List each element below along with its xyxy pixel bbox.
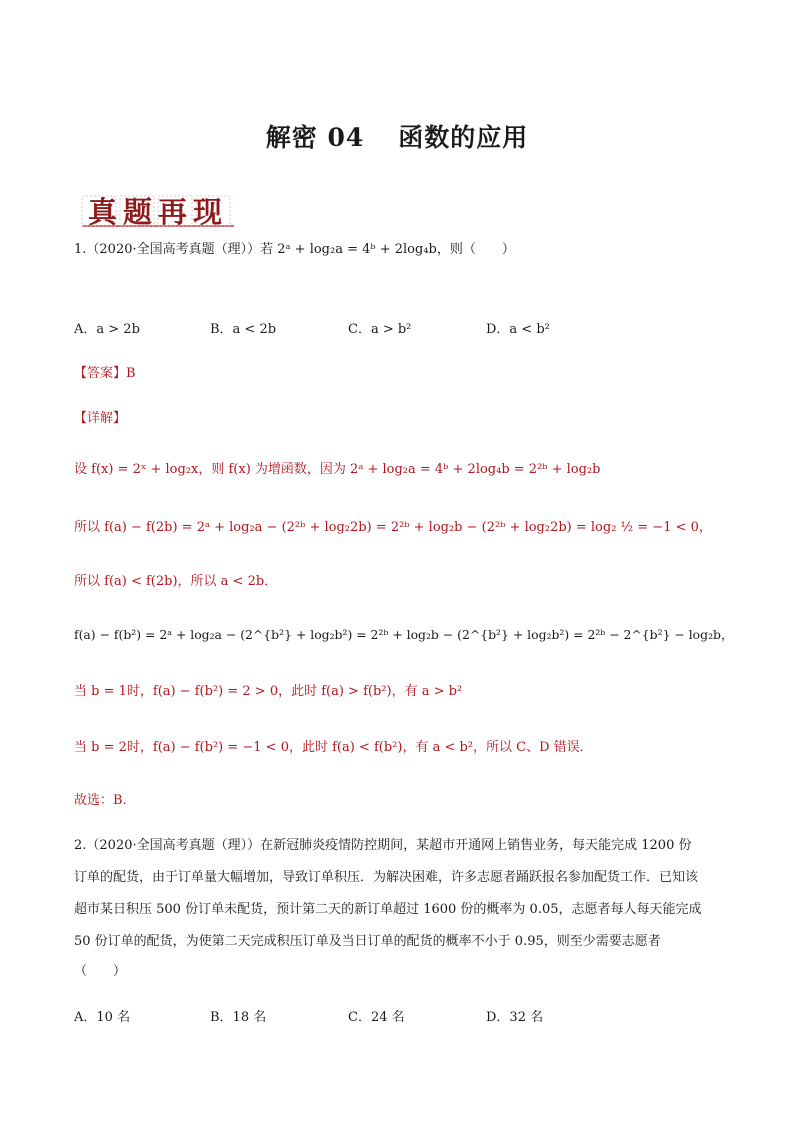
title-part1: 解密 04	[265, 123, 365, 152]
q2-line-1: 2.（2020·全国高考真题（理））在新冠肺炎疫情防控期间，某超市开通网上销售业务，每天能完成 1200 份	[74, 838, 692, 853]
answer-label: 【答案】	[74, 366, 127, 381]
q2-option-a: A．10 名	[74, 1010, 131, 1025]
q1-step-2: 所以 f(a) − f(2b) = 2ᵃ + log₂a − (2²ᵇ + log₂2b) = 2²ᵇ + log₂b − (2²ᵇ + log₂2b) = log₂ ½ = −1 < 0，	[74, 520, 712, 535]
q1-option-b: B．a < 2b	[210, 322, 277, 337]
q2-line-4: 50 份订单的配货，为使第二天完成积压订单及当日订单的配货的概率不小于 0.95，则至少需要志愿者	[74, 934, 661, 949]
q1-option-c: C．a > b²	[348, 322, 412, 337]
svg-text:真题再现: 真题再现	[87, 195, 229, 229]
q1-step-5: 当 b = 1时，f(a) − f(b²) = 2 > 0，此时 f(a) > f(b²)，有 a > b²	[74, 684, 463, 699]
q1-detail-label: 【详解】	[74, 411, 127, 426]
q1-step-4: f(a) − f(b²) = 2ᵃ + log₂a − (2^{b²} + log₂b²) = 2²ᵇ + log₂b − (2^{b²} + log₂b²) = 2²ᵇ − 2^{b²} − log₂b，	[74, 627, 734, 642]
q1-step-3: 所以 f(a) < f(2b)，所以 a < 2b．	[74, 574, 278, 589]
page-title	[0, 118, 794, 154]
q1-step-7: 故选：B.	[74, 793, 127, 808]
q2-line-3: 超市某日积压 500 份订单未配货，预计第二天的新订单超过 1600 份的概率为 0.05，志愿者每人每天能完成	[74, 902, 702, 917]
section-banner	[78, 192, 238, 232]
q2-option-c: C．24 名	[348, 1010, 405, 1025]
q2-line-5: （ ）	[74, 964, 127, 979]
q2-option-b: B．18 名	[210, 1010, 267, 1025]
q2-line-2: 订单的配货，由于订单量大幅增加，导致订单积压．为解决困难，许多志愿者踊跃报名参加配货工作．已知该	[74, 870, 699, 885]
q1-option-d: D．a < b²	[486, 322, 550, 337]
q1-step-1: 设 f(x) = 2ˣ + log₂x，则 f(x) 为增函数，因为 2ᵃ + log₂a = 4ᵇ + 2log₄b = 2²ᵇ + log₂b	[74, 462, 601, 477]
q1-step-6: 当 b = 2时，f(a) − f(b²) = −1 < 0，此时 f(a) < f(b²)，有 a < b²，所以 C、D 错误．	[74, 740, 593, 755]
answer-value: B	[126, 366, 136, 381]
banner-stamp-icon	[78, 192, 238, 232]
q1-option-a: A．a > 2b	[74, 322, 140, 337]
q1-answer	[74, 362, 136, 381]
q1-stem: 1.（2020·全国高考真题（理））若 2ᵃ + log₂a = 4ᵇ + 2log₄b，则（ ）	[74, 242, 515, 257]
title-part2: 函数的应用	[398, 123, 529, 152]
q2-option-d: D．32 名	[486, 1010, 544, 1025]
